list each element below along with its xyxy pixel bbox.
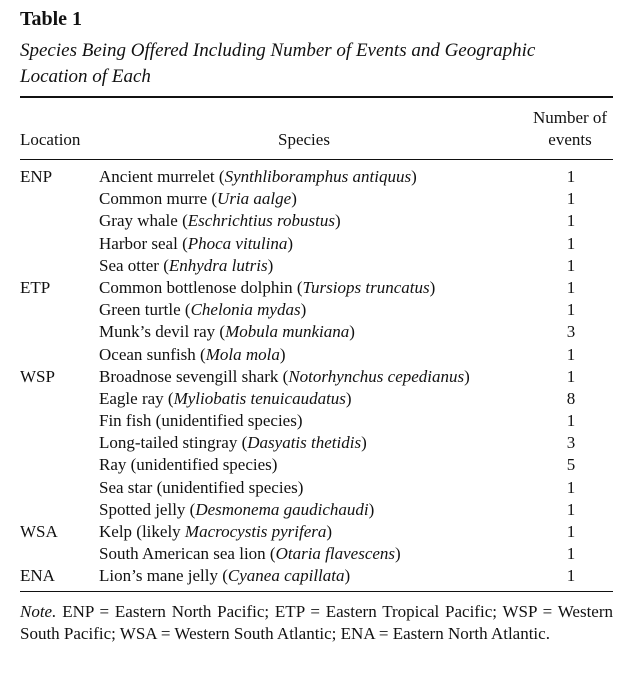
species-scientific-name: Eschrichtius robustus (187, 211, 335, 231)
cell-species (99, 344, 286, 366)
species-close-paren: ) (349, 322, 355, 342)
cell-species (99, 565, 350, 587)
cell-number-of-events: 1 (566, 544, 576, 564)
species-common-name: Broadnose sevengill shark ( (99, 366, 289, 386)
table-row (0, 166, 633, 188)
cell-number-of-events: 1 (566, 233, 576, 253)
table-row (0, 499, 633, 521)
cell-species (99, 388, 352, 410)
table-row (0, 410, 633, 432)
species-common-name: Green turtle ( (99, 300, 191, 320)
species-common-name: South American sea lion ( (99, 544, 276, 564)
species-close-paren: ) (429, 277, 436, 297)
species-scientific-name: Cyanea capillata (227, 566, 345, 586)
species-common-name: Long-tailed stingray ( (99, 433, 248, 453)
cell-location: ENA (20, 566, 55, 586)
table-row (0, 321, 633, 343)
cell-number-of-events: 1 (566, 255, 576, 275)
cell-number-of-events: 5 (566, 455, 576, 475)
cell-number-of-events: 3 (566, 322, 576, 342)
species-close-paren: ) (344, 566, 351, 586)
cell-location: WSA (20, 522, 58, 541)
species-scientific-name: Mola mola (205, 344, 280, 364)
cell-number-of-events: 1 (566, 167, 576, 186)
species-common-name: Spotted jelly ( (99, 499, 196, 519)
species-common-name: Common bottlenose dolphin ( (99, 277, 303, 297)
cell-number-of-events: 1 (566, 477, 576, 497)
table-row (0, 543, 633, 565)
cell-number-of-events: 1 (566, 366, 576, 386)
cell-species (99, 432, 367, 454)
table-label: Table 1 (20, 8, 83, 30)
species-close-paren: ) (279, 344, 286, 364)
cell-species (99, 166, 417, 188)
species-common-name: Harbor seal ( (99, 233, 188, 253)
table-row (0, 477, 633, 499)
note-text: ENP = Eastern North Pacific; ETP = Eastern Tropical Pacific; WSP = Western South Pacific; WSA = Western South Atlantic; ENA = Eastern North Atlantic. (20, 602, 613, 643)
species-scientific-name: Phoca vitulina (187, 233, 288, 253)
header-species: Species (278, 130, 330, 149)
species-scientific-name: Tursiops truncatus (302, 277, 430, 297)
cell-species (99, 277, 435, 299)
species-common-name: Munk’s devil ray ( (99, 322, 226, 342)
cell-number-of-events: 1 (566, 277, 576, 297)
species-scientific-name: Synthliboramphus antiquus (224, 167, 412, 186)
species-close-paren: ) (334, 211, 341, 231)
species-close-paren: ) (464, 366, 470, 386)
species-common-name: Common murre ( (99, 189, 218, 209)
species-common-name: Sea star (unidentified species) (99, 477, 304, 497)
table-note (20, 601, 613, 645)
species-close-paren: ) (368, 499, 375, 519)
cell-number-of-events: 1 (566, 300, 576, 320)
table-row (0, 233, 633, 255)
species-scientific-name: Enhydra lutris (168, 255, 268, 275)
table-row (0, 432, 633, 454)
species-common-name: Fin fish (unidentified species) (99, 411, 303, 431)
cell-location: ENP (20, 167, 53, 186)
cell-species (99, 299, 306, 321)
species-scientific-name: Chelonia mydas (190, 300, 301, 320)
caption-line-1: Species Being Offered Including Number of Events and Geographic (20, 40, 536, 61)
header-location: Location (20, 130, 81, 149)
cell-location: ETP (20, 277, 51, 297)
species-scientific-name: Notorhynchus cepedianus (288, 366, 465, 386)
cell-number-of-events: 1 (566, 499, 576, 519)
cell-number-of-events: 1 (566, 566, 576, 586)
species-close-paren: ) (345, 388, 352, 408)
cell-species (99, 210, 341, 232)
table-caption (20, 38, 620, 90)
table-row (0, 344, 633, 366)
cell-number-of-events: 3 (566, 433, 576, 453)
species-scientific-name: Uria aalge (217, 189, 292, 209)
cell-location: WSP (20, 366, 55, 386)
species-common-name: Sea otter ( (99, 255, 169, 275)
header-events-line-1: Number of (532, 108, 608, 127)
cell-species (99, 188, 297, 210)
cell-species (99, 366, 470, 388)
species-close-paren: ) (300, 300, 307, 320)
species-common-name: Lion’s mane jelly ( (99, 566, 228, 586)
species-common-name: Kelp (likely (99, 522, 185, 541)
cell-number-of-events: 1 (566, 211, 576, 231)
species-close-paren: ) (361, 433, 367, 453)
species-common-name: Eagle ray ( (99, 388, 174, 408)
species-close-paren: ) (326, 522, 333, 541)
table-row (0, 188, 633, 210)
header-number-of-events (520, 107, 620, 151)
table-row (0, 366, 633, 388)
table-row (0, 255, 633, 277)
header-rule (20, 159, 613, 160)
species-common-name: Gray whale ( (99, 211, 188, 231)
cell-species (99, 233, 293, 255)
cell-species (99, 321, 355, 343)
cell-number-of-events: 1 (566, 522, 576, 541)
cell-species (99, 410, 303, 432)
species-close-paren: ) (395, 544, 401, 564)
table-row (0, 210, 633, 232)
table-row (0, 454, 633, 476)
species-scientific-name: Macrocystis pyrifera (184, 522, 327, 541)
cell-number-of-events: 1 (566, 411, 576, 431)
cell-species (99, 255, 273, 277)
table-row (0, 388, 633, 410)
cell-number-of-events: 1 (566, 189, 576, 209)
species-close-paren: ) (267, 255, 274, 275)
table-row (0, 277, 633, 299)
table-row (0, 565, 633, 587)
caption-line-2: Location of Each (20, 66, 151, 87)
cell-number-of-events: 8 (566, 388, 576, 408)
cell-species (99, 454, 277, 476)
cell-species (99, 499, 374, 521)
table-row (0, 299, 633, 321)
species-common-name: Ocean sunfish ( (99, 344, 206, 364)
top-rule (20, 96, 613, 98)
species-common-name: Ancient murrelet ( (99, 167, 225, 186)
species-close-paren: ) (287, 233, 294, 253)
header-events-line-2: events (548, 130, 592, 149)
table-row (0, 521, 633, 543)
species-scientific-name: Myliobatis tenuicaudatus (173, 388, 346, 408)
cell-species (99, 477, 303, 499)
note-label: Note. (20, 602, 57, 621)
species-scientific-name: Mobula munkiana (225, 322, 350, 342)
table-body (0, 166, 633, 588)
species-close-paren: ) (411, 167, 417, 186)
species-scientific-name: Otaria flavescens (275, 544, 396, 564)
bottom-rule (20, 591, 613, 592)
species-common-name: Ray (unidentified species) (99, 455, 278, 475)
species-scientific-name: Dasyatis thetidis (247, 433, 362, 453)
cell-species (99, 543, 401, 565)
cell-number-of-events: 1 (566, 344, 576, 364)
species-scientific-name: Desmonema gaudichaudi (195, 499, 369, 519)
cell-species (99, 521, 332, 543)
species-close-paren: ) (291, 189, 297, 209)
